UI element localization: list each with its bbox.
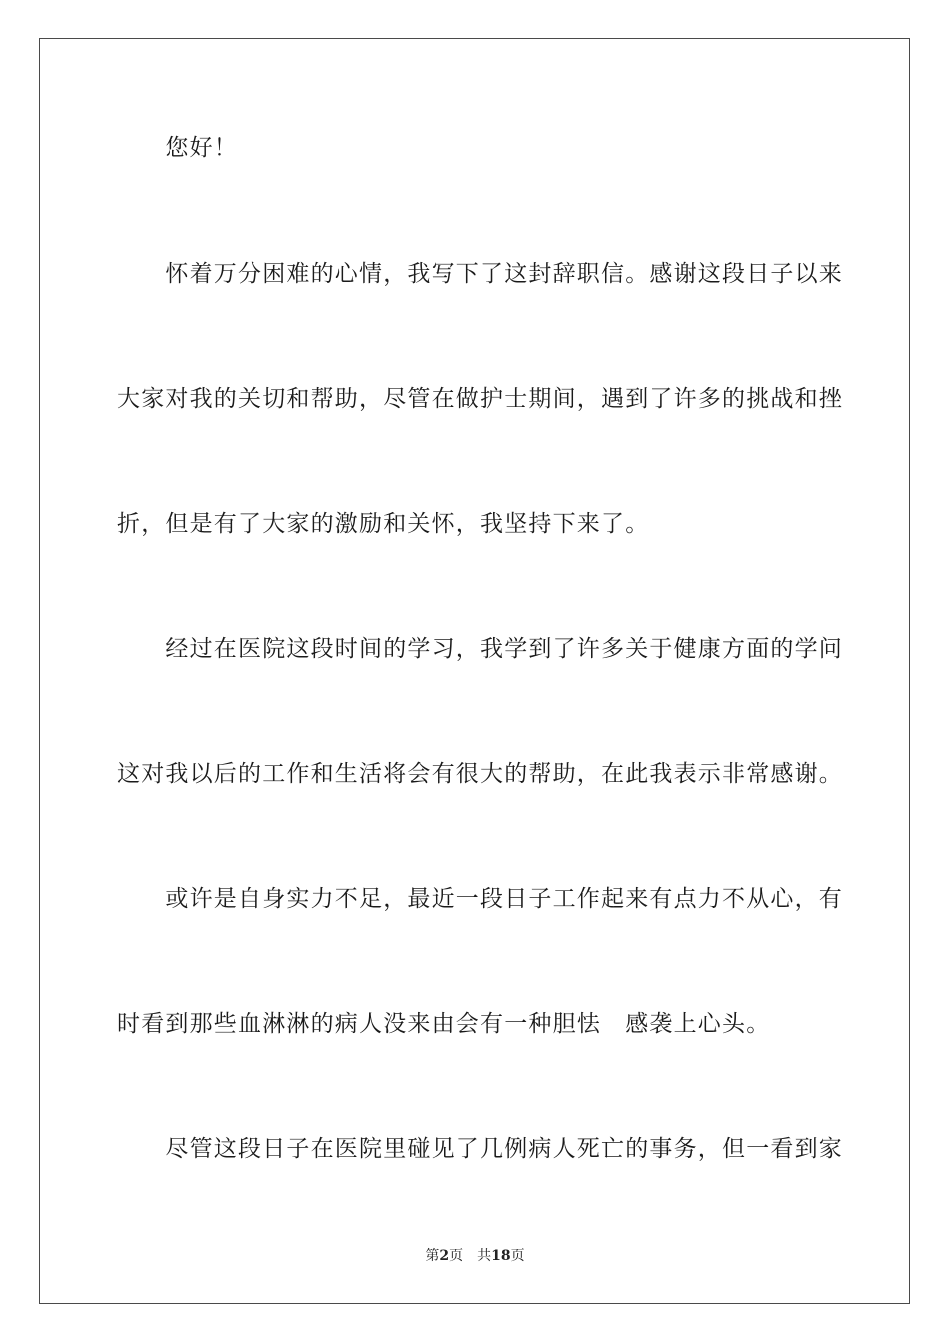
page-unit: 页 [449,1248,464,1264]
paragraph-line-2: 怀着万分困难的心情，我写下了这封辞职信。感谢这段日子以来 [117,261,843,287]
paragraph-line-5: 经过在医院这段时间的学习，我学到了许多关于健康方面的学问 [117,636,843,662]
paragraph-line-7: 或许是自身实力不足，最近一段日子工作起来有点力不从心，有 [117,886,843,912]
total-prefix: 共 [477,1248,492,1264]
current-page-number: 2 [439,1248,450,1264]
page-border [39,38,910,1304]
paragraph-line-3: 大家对我的关切和帮助，尽管在做护士期间，遇到了许多的挑战和挫 [117,386,843,412]
page-prefix: 第 [425,1248,440,1264]
total-page-count: 18 [491,1248,511,1264]
paragraph-line-6: 这对我以后的工作和生活将会有很大的帮助，在此我表示非常感谢。 [117,761,843,787]
paragraph-line-8: 时看到那些血淋淋的病人没来由会有一种胆怯 感袭上心头。 [117,1011,771,1037]
paragraph-line-4: 折，但是有了大家的激励和关怀，我坚持下来了。 [117,511,650,537]
total-unit: 页 [510,1248,525,1264]
page-footer [0,1247,950,1265]
paragraph-line-9: 尽管这段日子在医院里碰见了几例病人死亡的事务，但一看到家 [117,1136,843,1162]
paragraph-line-1: 您好！ [117,135,238,161]
